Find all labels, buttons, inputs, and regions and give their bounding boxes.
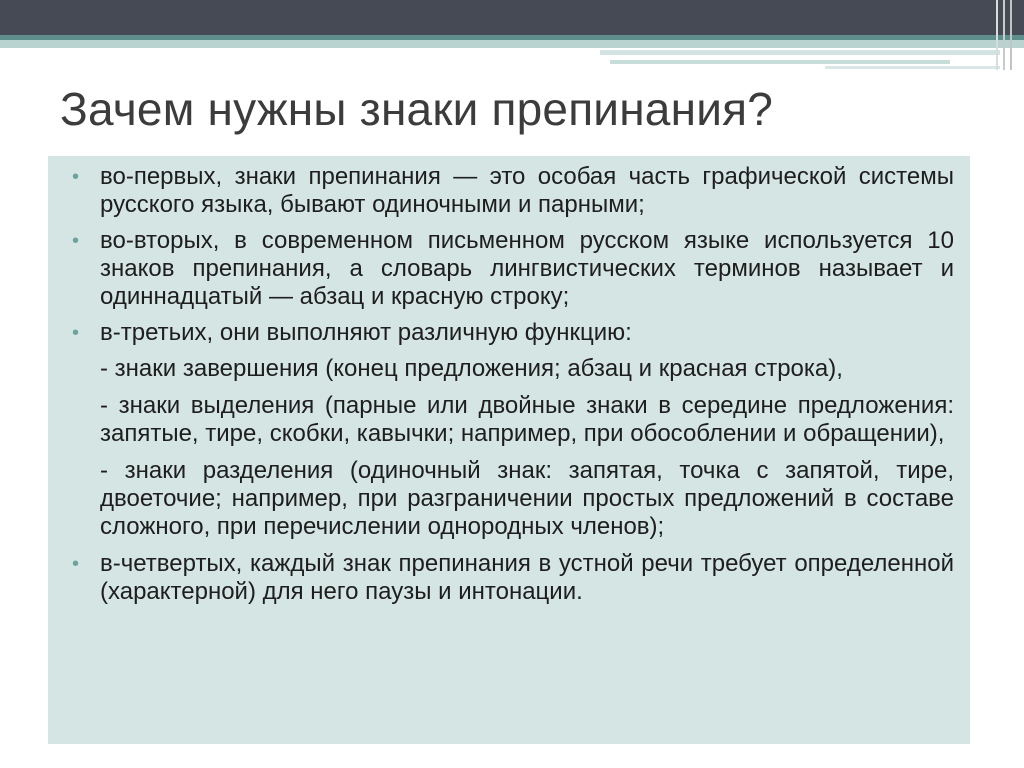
bullet-item (72, 227, 954, 311)
bullet-text: во-вторых, в современном письменном русском языке используется 10 знаков препинания, а словарь лингвистических терминов называет и одиннадцатый — абзац и красную строку; (100, 227, 954, 310)
bullet-item (72, 550, 954, 606)
edge-decoration (994, 0, 1024, 70)
decorative-line (610, 60, 950, 64)
top-light-teal-stripe (0, 40, 1024, 48)
bullet-dot-icon: • (72, 322, 80, 344)
bullet-text: в-третьих, они выполняют различную функцию: (100, 319, 632, 346)
bullet-dot-icon: • (72, 166, 80, 188)
sub-item: - знаки разделения (одиночный знак: запятая, точка с запятой, тире, двоеточие; например, при разграничении простых предложений в составе сложного, при перечислении однородных членов); (100, 457, 954, 540)
bullet-dot-icon: • (72, 553, 80, 575)
sub-item: - знаки завершения (конец предложения; абзац и красная строка), (100, 355, 843, 382)
top-dark-band (0, 0, 1024, 35)
decorative-line (825, 66, 1000, 69)
slide-title: Зачем нужны знаки препинания? (60, 83, 773, 135)
bullet-item (72, 319, 954, 347)
edge-line (996, 0, 998, 70)
bullet-item (72, 163, 954, 219)
edge-line (1010, 0, 1012, 70)
content-box (48, 156, 970, 744)
bullet-dot-icon: • (72, 230, 80, 252)
bullet-text: в-четвертых, каждый знак препинания в устной речи требует определенной (характерной) для него паузы и интонации. (100, 550, 954, 605)
bullet-text: во-первых, знаки препинания — это особая часть графической системы русского языка, бывают одиночными и парными; (100, 163, 954, 218)
decorative-line (600, 50, 1000, 55)
edge-line (1003, 0, 1005, 70)
sub-item: - знаки выделения (парные или двойные знаки в середине предложения: запятые, тире, скобки, кавычки; например, при обособлении и обращении), (100, 392, 954, 447)
